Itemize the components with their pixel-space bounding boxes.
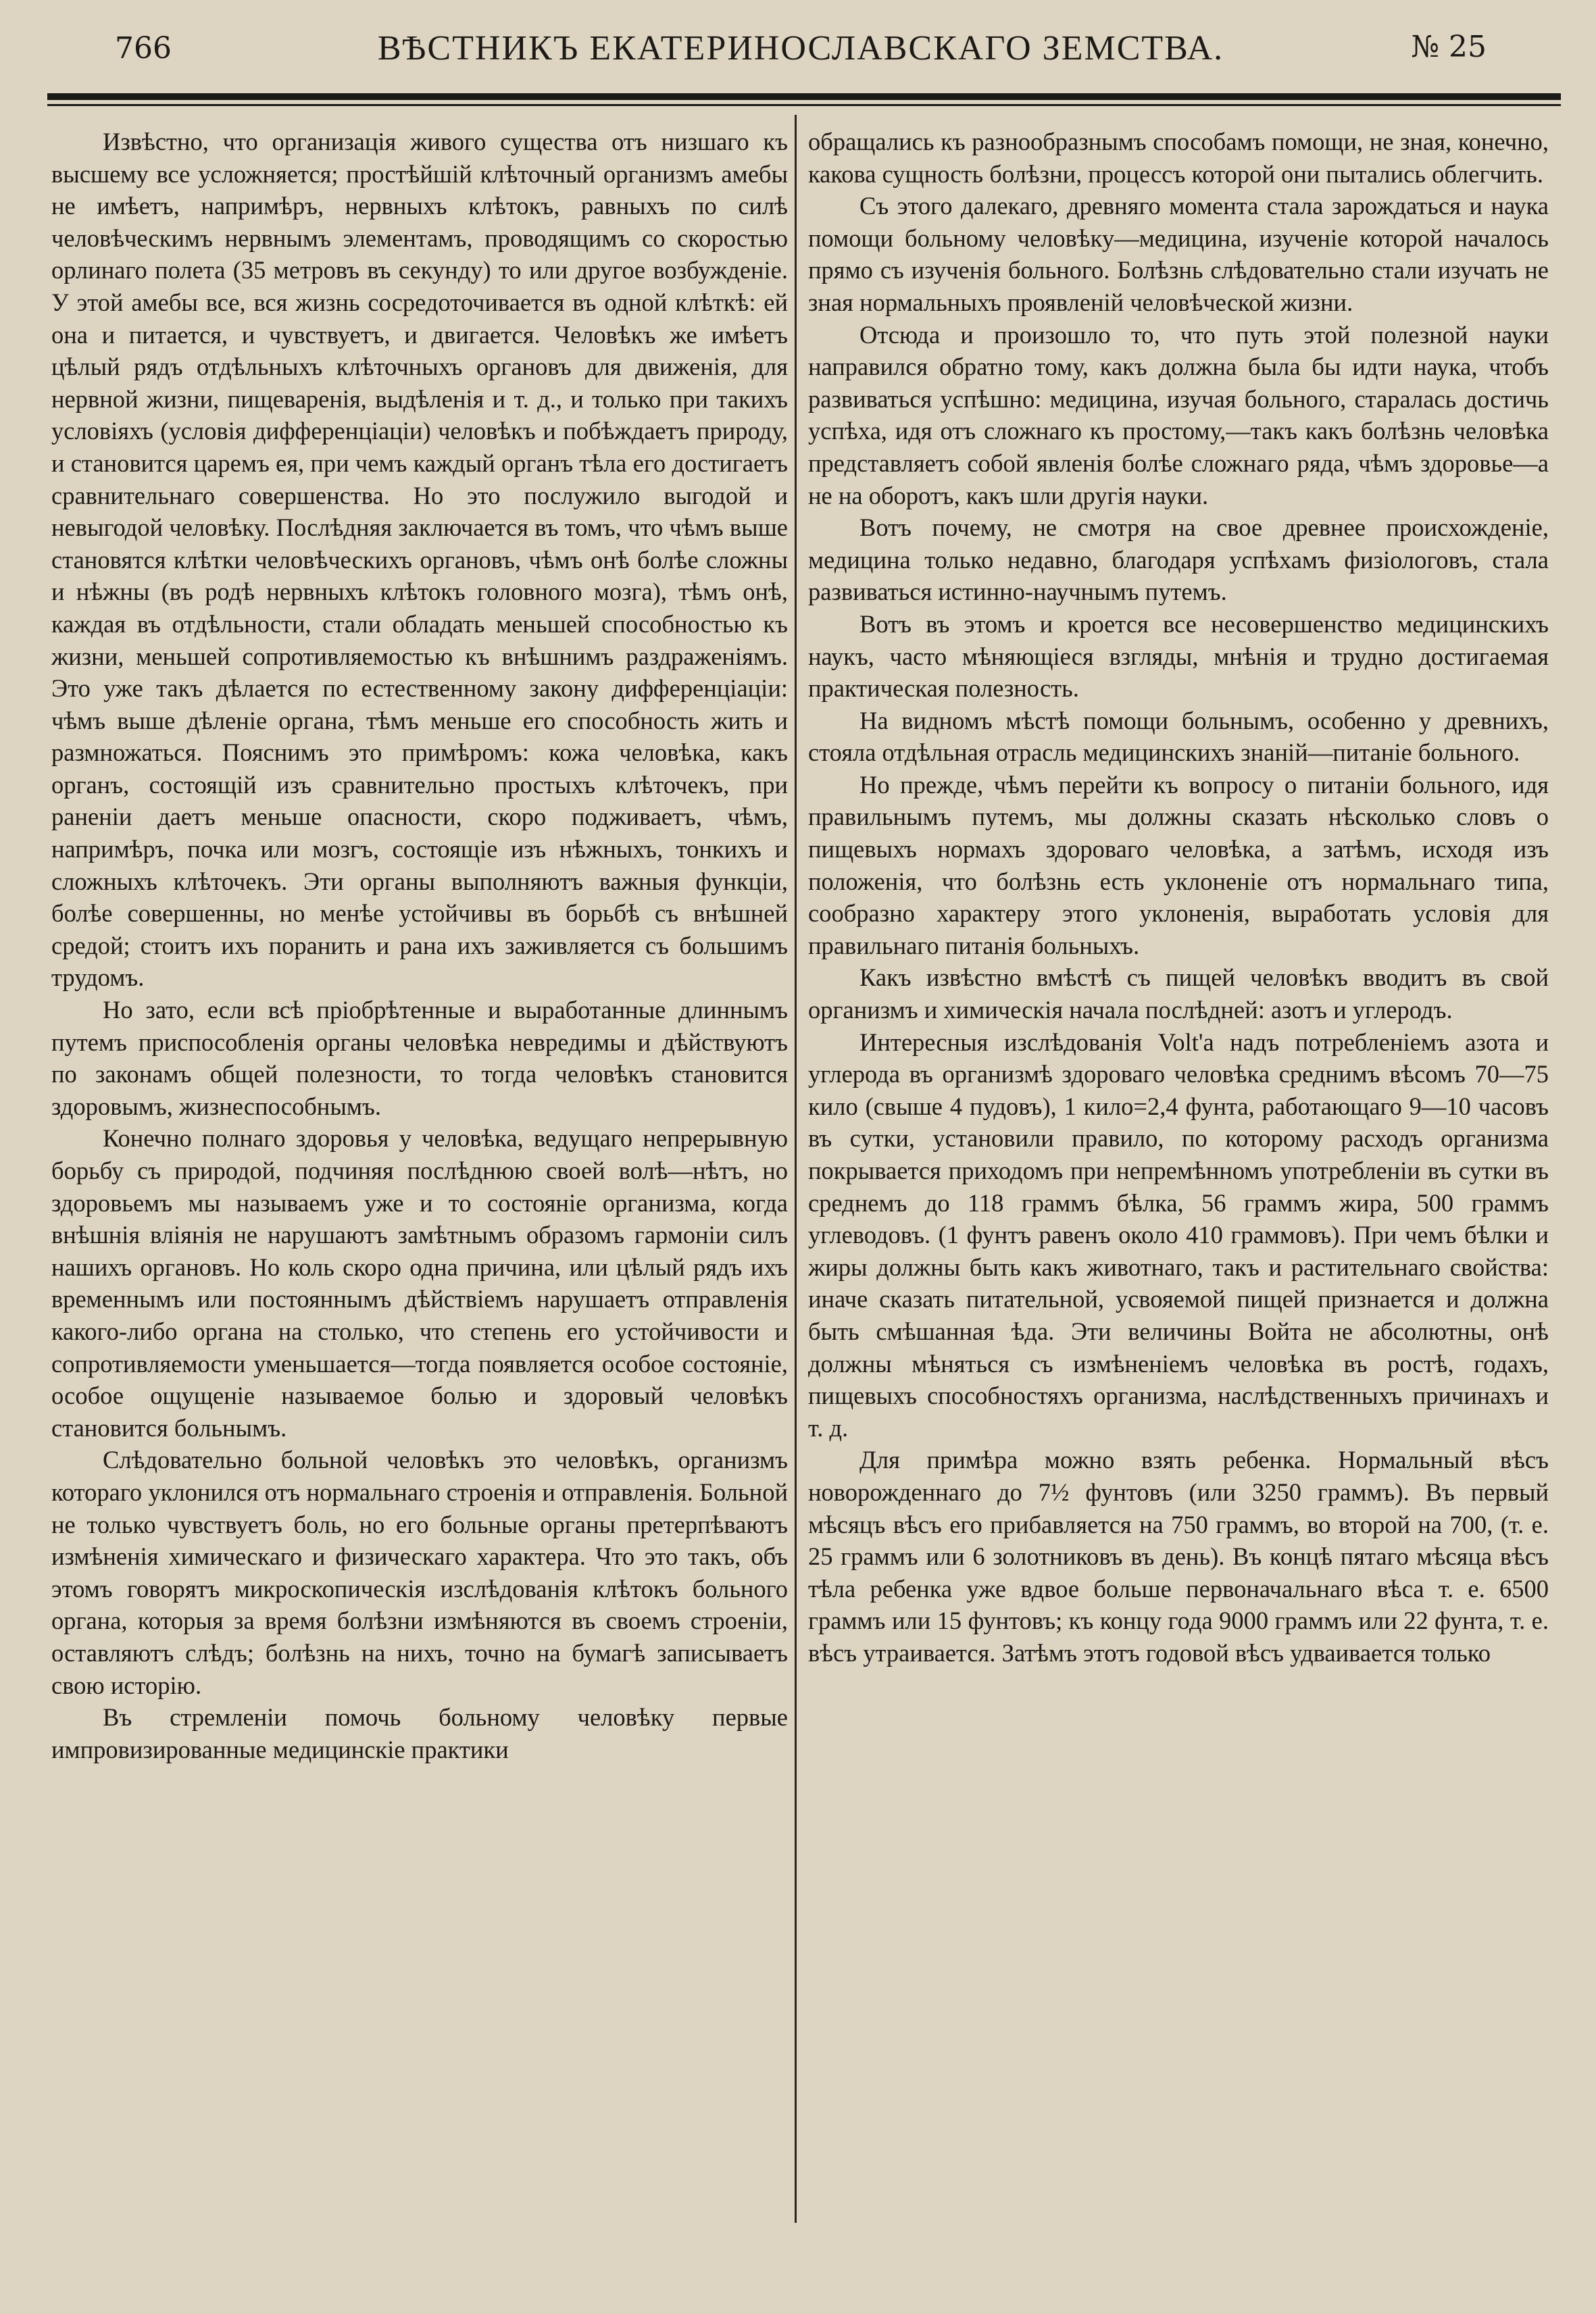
header-rule-thin: [47, 104, 1561, 106]
journal-title: ВѢСТНИКЪ ЕКАТЕРИНОСЛАВСКАГО ЗЕМСТВА.: [377, 29, 1224, 68]
paragraph: Слѣдовательно больной человѣкъ это человѣкъ, организмъ котораго уклонился отъ нормальнаго строенія и отправленія. Больной не только чувствуетъ боль, но его больные органы претерпѣваютъ измѣненія химическаго и физическаго характера. Что это такъ, объ этомъ говорятъ микроскопическія изслѣдованія клѣтокъ больного органа, которыя за время болѣзни измѣняются въ своемъ строеніи, оставляютъ слѣдъ; болѣзнь на нихъ, точно на бумагѣ записываетъ свою исторію.: [51, 1446, 788, 1699]
paragraph: Какъ извѣстно вмѣстѣ съ пищей человѣкъ вводитъ въ свой организмъ и химическія начала послѣдней: азотъ и углеродъ.: [808, 963, 1549, 1024]
page-number: 766: [115, 31, 172, 66]
paragraph: Интересныя изслѣдованія Volt'а надъ потребленіемъ азота и углерода въ организмѣ здороваго человѣка среднимъ вѣсомъ 70—75 кило (свыше 4 пудовъ), 1 кило=2,4 фунта, работающаго 9—10 часовъ въ сутки, установили правило, по которому расходъ организма покрывается приходомъ при непремѣнномъ употребленіи въ сутки въ среднемъ до 118 граммъ бѣлка, 56 граммъ жира, 500 граммъ углеводовъ. (1 фунтъ равенъ около 410 граммовъ). При чемъ бѣлки и жиры должны быть какъ животнаго, такъ и растительнаго свойства: иначе сказать питательной, усвояемой пищей признается и должна быть смѣшанная ѣда. Эти величины Войта не абсолютны, онѣ должны мѣняться съ измѣненіемъ человѣка въ ростѣ, годахъ, пищевыхъ способностяхъ организма, наслѣдственныхъ причинахъ и т. д.: [808, 1028, 1549, 1442]
paragraph: Конечно полнаго здоровья у человѣка, ведущаго непрерывную борьбу съ природой, подчиняя послѣднюю своей волѣ—нѣтъ, но здоровьемъ мы называемъ уже и то состояніе организма, когда внѣшнія вліянія не нарушаютъ замѣтнымъ образомъ гармоніи силъ нашихъ органовъ. Но коль скоро одна причина, или цѣлый рядъ ихъ временнымъ или постояннымъ дѣйствіемъ нарушаетъ отправленія какого-либо органа на столько, что степень его устойчивости и сопротивляемости уменьшается—тогда появляется особое состояніе, особое ощущеніе называемое болью и здоровый человѣкъ становится больнымъ.: [51, 1124, 788, 1442]
right-column: [808, 126, 1549, 2234]
header-rule-thick: [47, 93, 1561, 100]
paragraph: Вотъ въ этомъ и кроется все несовершенство медицинскихъ наукъ, часто мѣняющіеся взгляды, мнѣнія и трудно достигаемая практическая полезность.: [808, 609, 1549, 703]
paragraph: На видномъ мѣстѣ помощи больнымъ, особенно у древнихъ, стояла отдѣльная отрасль медицинскихъ знаній—питаніе больного.: [808, 706, 1549, 767]
page-header: [115, 27, 1487, 74]
paragraph: Вотъ почему, не смотря на свое древнее происхожденіе, медицина только недавно, благодаря успѣхамъ физіологовъ, стала развиваться истинно-научнымъ путемъ.: [808, 513, 1549, 606]
paragraph: Въ стремленіи помочь больному человѣку первые импровизированные медицинскіе практики: [51, 1703, 788, 1763]
paragraph: обращались къ разнообразнымъ способамъ помощи, не зная, конечно, какова сущность болѣзни, процессъ которой они пытались облегчить.: [808, 128, 1549, 188]
paragraph: Извѣстно, что организація живого существа отъ низшаго къ высшему все усложняется; простѣйшій клѣточный организмъ амебы не имѣетъ, напримѣръ, нервныхъ клѣтокъ, равныхъ по силѣ человѣческимъ нервнымъ элементамъ, проводящимъ со скоростью орлинаго полета (35 метровъ въ секунду) то или другое возбужденіе. У этой амебы все, вся жизнь сосредоточивается въ одной клѣткѣ: ей она и питается, и чувствуетъ, и двигается. Человѣкъ же имѣетъ цѣлый рядъ отдѣльныхъ клѣточныхъ органовъ для движенія, для нервной жизни, пищеваренія, выдѣленія и т. д., и только при такихъ условіяхъ (условія дифференціаціи) человѣкъ и побѣждаетъ природу, и становится царемъ ея, при чемъ каждый органъ тѣла его достигаетъ сравнительнаго совершенства. Но это послужило выгодой и невыгодой человѣку. Послѣдняя заключается въ томъ, что чѣмъ выше становятся клѣтки человѣческихъ органовъ, чѣмъ онѣ болѣе сложны и нѣжны (въ родѣ нервныхъ клѣтокъ головного мозга), тѣмъ онѣ, каждая въ отдѣльности, стали обладать меньшей способностью къ жизни, меньшей сопротивляемостью къ внѣшнимъ раздраженіямъ. Это уже такъ дѣлается по естественному закону дифференціаціи: чѣмъ выше дѣленіе органа, тѣмъ меньше его способность жить и размножаться. Пояснимъ это примѣромъ: кожа человѣка, какъ органъ, состоящій изъ сравнительно простыхъ клѣточекъ, при раненіи даетъ меньше опасности, скоро подживаетъ, чѣмъ, напримѣръ, почка или мозгъ, состоящіе изъ нѣжныхъ, тонкихъ и сложныхъ клѣточекъ. Эти органы выполняютъ важныя функціи, болѣе совершенны, но менѣе устойчивы въ борьбѣ съ внѣшней средой; стоитъ ихъ поранить и рана ихъ заживляется съ большимъ трудомъ.: [51, 128, 788, 992]
paragraph: Но прежде, чѣмъ перейти къ вопросу о питаніи больного, идя правильнымъ путемъ, мы должны сказать нѣсколько словъ о пищевыхъ нормахъ здороваго человѣка, а затѣмъ, исходя изъ положенія, что болѣзнь есть уклоненіе отъ нормальнаго типа, сообразно характеру этого уклоненія, выработать условія для правильнаго питанія больныхъ.: [808, 770, 1549, 959]
paragraph: Для примѣра можно взять ребенка. Нормальный вѣсъ новорожденнаго до 7½ фунтовъ (или 3250 граммъ). Въ первый мѣсяцъ вѣсъ его прибавляется на 750 граммъ, во второй на 700, (т. е. 25 граммъ или 6 золотниковъ въ день). Въ концѣ пятаго мѣсяца вѣсъ тѣла ребенка уже вдвое больше первоначальнаго вѣса т. е. 6500 граммъ или 15 фунтовъ; къ концу года 9000 граммъ или 22 фунта, т. е. вѣсъ утраивается. Затѣмъ этотъ годовой вѣсъ удваивается только: [808, 1446, 1549, 1667]
issue-number: № 25: [1411, 30, 1487, 64]
paragraph: Отсюда и произошло то, что путь этой полезной науки направился обратно тому, какъ должна была бы идти наука, чтобъ развиваться успѣшно: медицина, изучая больного, старалась достичь успѣха, идя отъ сложнаго къ простому,—такъ какъ болѣзнь человѣка представляетъ собой явленія болѣе сложнаго ряда, чѣмъ здоровье—а не на оборотъ, какъ шли другія науки.: [808, 320, 1549, 509]
left-column: [51, 126, 788, 2234]
paragraph: Но зато, если всѣ пріобрѣтенные и выработанные длиннымъ путемъ приспособленія органы человѣка невредимы и дѣйствуютъ по законамъ общей полезности, то тогда человѣкъ становится здоровымъ, жизнеспособнымъ.: [51, 996, 788, 1120]
column-divider: [795, 115, 797, 2223]
paragraph: Съ этого далекаго, древняго момента стала зарождаться и наука помощи больному человѣку—медицина, изученіе которой началось прямо съ изученія больного. Болѣзнь слѣдовательно стали изучать не зная нормальныхъ проявленій человѣческой жизни.: [808, 192, 1549, 316]
